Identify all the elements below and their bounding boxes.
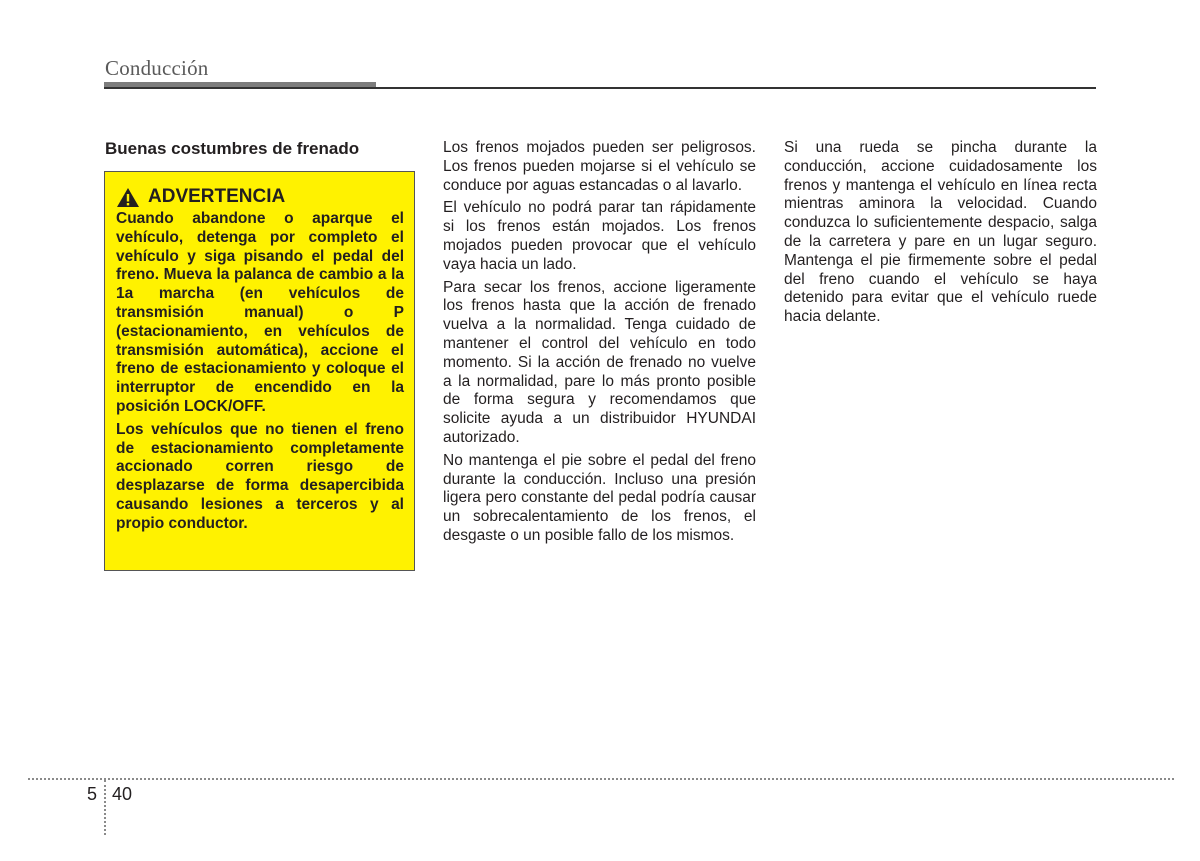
- section-title: Conducción: [105, 56, 209, 80]
- warning-triangle-icon: [116, 187, 140, 208]
- footer-rule: [28, 778, 1174, 780]
- middle-paragraph-4: No mantenga el pie sobre el pedal del freno durante la conducción. Incluso una presión ligera pero constante del pedal podría causar un sobrecalentamiento de los frenos, el desgaste o un posible fallo de los mismos.: [443, 451, 756, 544]
- footer-divider: [104, 780, 106, 835]
- page-number: 40: [112, 784, 133, 804]
- warning-title: ADVERTENCIA: [148, 186, 286, 207]
- chapter-number: 5: [87, 784, 98, 804]
- subheading: Buenas costumbres de frenado: [105, 139, 360, 158]
- warning-paragraph-2: Los vehículos que no tienen el freno de estacionamiento completamente accionado corren riesgo de desplazarse de forma desapercibida causando lesiones a terceros y al propio conductor.: [116, 420, 404, 532]
- right-paragraph-1: Si una rueda se pincha durante la conducción, accione cuidadosamente los frenos y mantenga el vehículo en línea recta mientras aminora la velocidad. Cuando conduzca lo suficientemente despacio, salga de la carretera y pare en un lugar seguro. Mantenga el pie firmemente sobre el pedal del freno cuando el vehículo se haya detenido para evitar que el vehículo ruede hacia delante.: [784, 139, 1097, 326]
- warning-header: [116, 186, 404, 208]
- middle-paragraph-1: Los frenos mojados pueden ser peligrosos. Los frenos pueden mojarse si el vehículo se conduce por aguas estancadas o al lavarlo.: [443, 139, 756, 194]
- right-column: [784, 139, 1097, 331]
- middle-column: [443, 139, 756, 550]
- warning-paragraph-1: Cuando abandone o aparque el vehículo, detenga por completo el vehículo y siga pisando el pedal del freno. Mueva la palanca de cambio a la 1a marcha (en vehículos de transmisión manual) o P (estacionamiento, en vehículos de transmisión automática), accione el freno de estacionamiento y coloque el interruptor de encendido en la posición LOCK/OFF.: [116, 210, 404, 415]
- middle-paragraph-2: El vehículo no podrá parar tan rápidamente si los frenos están mojados. Los frenos mojados pueden provocar que el vehículo vaya hacia un lado.: [443, 199, 756, 273]
- warning-box: [104, 171, 415, 571]
- middle-paragraph-3: Para secar los frenos, accione ligeramente los frenos hasta que la acción de frenado vuelva a la normalidad. Tenga cuidado de mantener el control del vehículo en todo momento. Si la acción de frenado no vuelve a la normalidad, pare lo más pronto posible de forma segura y recomendamos que solicite ayuda a un distribuidor HYUNDAI autorizado.: [443, 278, 756, 446]
- header-rule: [104, 87, 1096, 89]
